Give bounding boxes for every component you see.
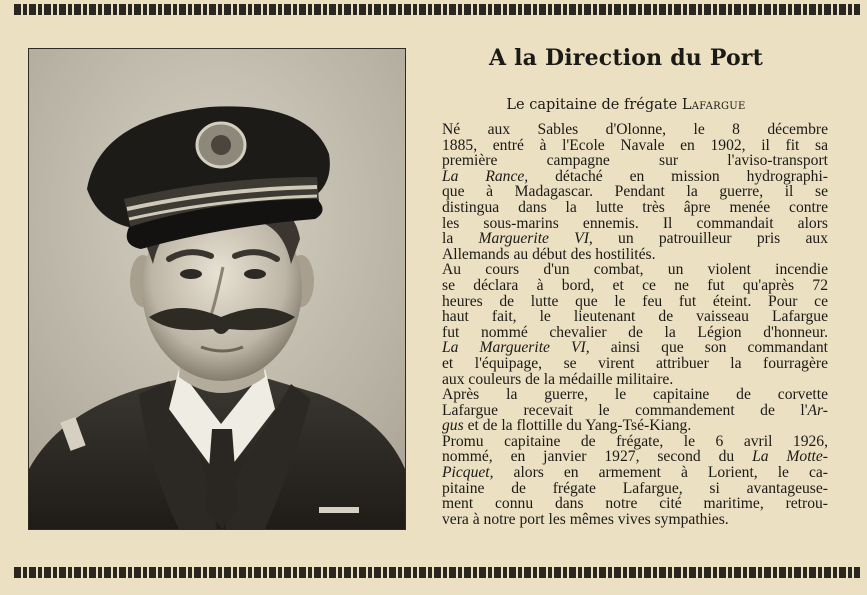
ship-name: Picquet, (442, 464, 494, 482)
paragraph-4 (424, 434, 828, 528)
text-line: et l'équipage, se virent attribuer la fourragère (442, 354, 828, 372)
text-line: haut fait, le lieutenant de vaisseau Lafargue (442, 308, 828, 326)
text-line: Après la guerre, le capitaine de corvette (442, 386, 828, 404)
ship-name: La Motte- (752, 448, 828, 466)
text-line (424, 169, 828, 185)
paragraph-2 (424, 262, 828, 387)
text-fragment: ainsi que son commandant (589, 339, 828, 357)
text-line: les sous-marins ennemis. Il commandait alors (442, 214, 828, 232)
text-line: distingua dans la lutte très âpre menée contre (442, 198, 828, 216)
text-line: première campagne sur l'aviso-transport (442, 152, 828, 170)
text-line (424, 403, 828, 419)
ship-name: Marguerite VI, (478, 230, 593, 248)
text-line: Allemands au début des hostilités. (442, 245, 656, 263)
text-line: ment connu dans notre cité maritime, retrou- (442, 495, 828, 513)
text-fragment: alors en armement à Lorient, le ca- (493, 464, 828, 482)
text-fragment: Lafargue recevait le commandement de l' (442, 401, 808, 419)
portrait-photo (28, 48, 406, 530)
text-line (424, 449, 828, 465)
text-line: Promu capitaine de frégate, le 6 avril 1926, (442, 432, 828, 450)
text-line: vera à notre port les mêmes vives sympathies. (442, 510, 729, 528)
text-line: heures de lutte que le feu fut éteint. Pour ce (442, 292, 828, 310)
text-line: Au cours d'un combat, un violent incendie (442, 261, 828, 279)
paragraph-3 (424, 387, 828, 434)
text-fragment: détaché en mission hydrographi- (528, 167, 829, 185)
text-line (424, 340, 828, 356)
text-line (424, 465, 828, 481)
ship-name: La Rance, (442, 167, 529, 185)
text-line: 1885, entré à l'Ecole Navale en 1902, il fit sa (442, 136, 828, 154)
paragraph-1 (424, 122, 828, 262)
subtitle-name: Lafargue (681, 97, 746, 113)
article-column (424, 42, 828, 527)
text-line: Né aux Sables d'Olonne, le 8 décembre (442, 121, 828, 138)
text-fragment: la (442, 230, 479, 248)
text-line (424, 231, 828, 247)
text-fragment: un patrouilleur pris aux (592, 230, 829, 248)
text-line (424, 418, 828, 434)
ship-name: gus (442, 417, 464, 435)
bottom-decorative-border (14, 567, 860, 578)
ship-name: La Marguerite VI, (442, 339, 590, 357)
article-title: A la Direction du Port (488, 45, 764, 71)
ship-name: Ar- (807, 401, 828, 419)
article-subtitle (424, 96, 828, 114)
article-body (424, 122, 828, 527)
subtitle-prefix: Le capitaine de frégate (506, 97, 678, 113)
text-line: que à Madagascar. Pendant la guerre, il se (442, 183, 828, 201)
text-line: pitaine de frégate Lafargue, si avantageuse- (442, 479, 828, 497)
text-line: fut nommé chevalier de la Légion d'honneur. (442, 323, 828, 341)
text-line: aux couleurs de la médaille militaire. (442, 370, 674, 388)
text-line: se déclara à bord, et ce ne fut qu'après 72 (442, 276, 828, 294)
top-decorative-border (14, 4, 860, 15)
text-fragment: et de la flottille du Yang-Tsé-Kiang. (463, 417, 692, 435)
text-fragment: nommé, en janvier 1927, second du (442, 448, 753, 466)
